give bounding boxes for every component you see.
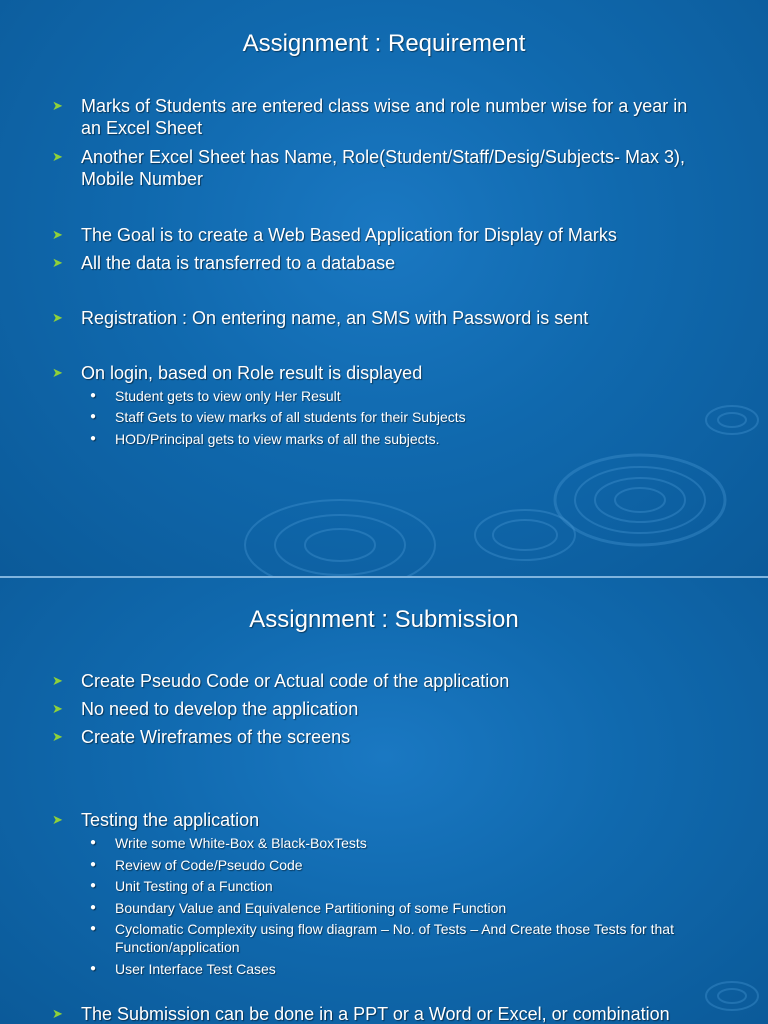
sub-bullet: ● Cyclomatic Complexity using flow diagram – No. of Tests – And Create those Tests for that	[90, 921, 674, 937]
sub-bullet: ● User Interface Test Cases	[90, 961, 276, 977]
bullet-goal: ➤ The Goal is to create a Web Based Application for Display of Marks	[52, 225, 617, 245]
dot-icon: ●	[90, 859, 97, 870]
sub-bullet: ● Review of Code/Pseudo Code	[90, 857, 303, 873]
arrow-right-icon: ➤	[52, 310, 63, 325]
bullet-pseudo-code: ➤ Create Pseudo Code or Actual code of the application	[52, 671, 510, 691]
slide-submission	[0, 578, 768, 1024]
bullet-database: ➤ All the data is transferred to a database	[52, 253, 396, 273]
dot-icon: ●	[90, 433, 97, 444]
sub-bullet: ● Write some White-Box & Black-BoxTests	[90, 835, 367, 851]
bullet-login: ➤ On login, based on Role result is displayed	[52, 363, 423, 383]
water-ripple-decoration	[0, 578, 768, 1024]
slide-title: Assignment : Requirement	[242, 30, 526, 57]
dot-icon: ●	[90, 923, 97, 934]
slide-title: Assignment : Submission	[249, 606, 519, 633]
sub-bullet: ● Unit Testing of a Function	[90, 878, 273, 894]
bullet-wireframes: ➤ Create Wireframes of the screens	[52, 727, 351, 747]
arrow-right-icon: ➤	[52, 255, 63, 270]
bullet-registration: ➤ Registration : On entering name, an SMS with Password is sent	[52, 308, 589, 328]
arrow-right-icon: ➤	[52, 365, 63, 380]
arrow-right-icon: ➤	[52, 812, 63, 827]
dot-icon: ●	[90, 902, 97, 913]
sub-bullet: ● Staff Gets to view marks of all students for their Subjects	[90, 409, 466, 425]
dot-icon: ●	[90, 880, 97, 891]
bullet-submission-format: ➤ The Submission can be done in a PPT or a Word or Excel, or combination	[52, 1004, 670, 1024]
arrow-right-icon: ➤	[52, 701, 63, 716]
sub-bullet: ● Student gets to view only Her Result	[90, 388, 341, 404]
arrow-right-icon: ➤	[52, 729, 63, 744]
dot-icon: ●	[90, 390, 97, 401]
bullet-excel-sheet: ➤ Another Excel Sheet has Name, Role(Student/Staff/Desig/Subjects- Max 3),	[52, 147, 685, 167]
arrow-right-icon: ➤	[52, 98, 63, 113]
dot-icon: ●	[90, 411, 97, 422]
bullet-marks-entry: ➤ Marks of Students are entered class wise and role number wise for a year in	[52, 96, 688, 116]
sub-bullet: ● Boundary Value and Equivalence Partitioning of some Function	[90, 900, 507, 916]
bullet-marks-entry-cont: an Excel Sheet	[81, 118, 203, 138]
bullet-no-develop: ➤ No need to develop the application	[52, 699, 359, 719]
bullet-excel-sheet-cont: Mobile Number	[81, 169, 204, 189]
arrow-right-icon: ➤	[52, 149, 63, 164]
bullet-testing: ➤ Testing the application	[52, 810, 260, 830]
sub-bullet-cont: Function/application	[115, 939, 240, 955]
arrow-right-icon: ➤	[52, 673, 63, 688]
dot-icon: ●	[90, 963, 97, 974]
sub-bullet: ● HOD/Principal gets to view marks of all the subjects.	[90, 431, 440, 447]
arrow-right-icon: ➤	[52, 1006, 63, 1021]
dot-icon: ●	[90, 837, 97, 848]
arrow-right-icon: ➤	[52, 227, 63, 242]
